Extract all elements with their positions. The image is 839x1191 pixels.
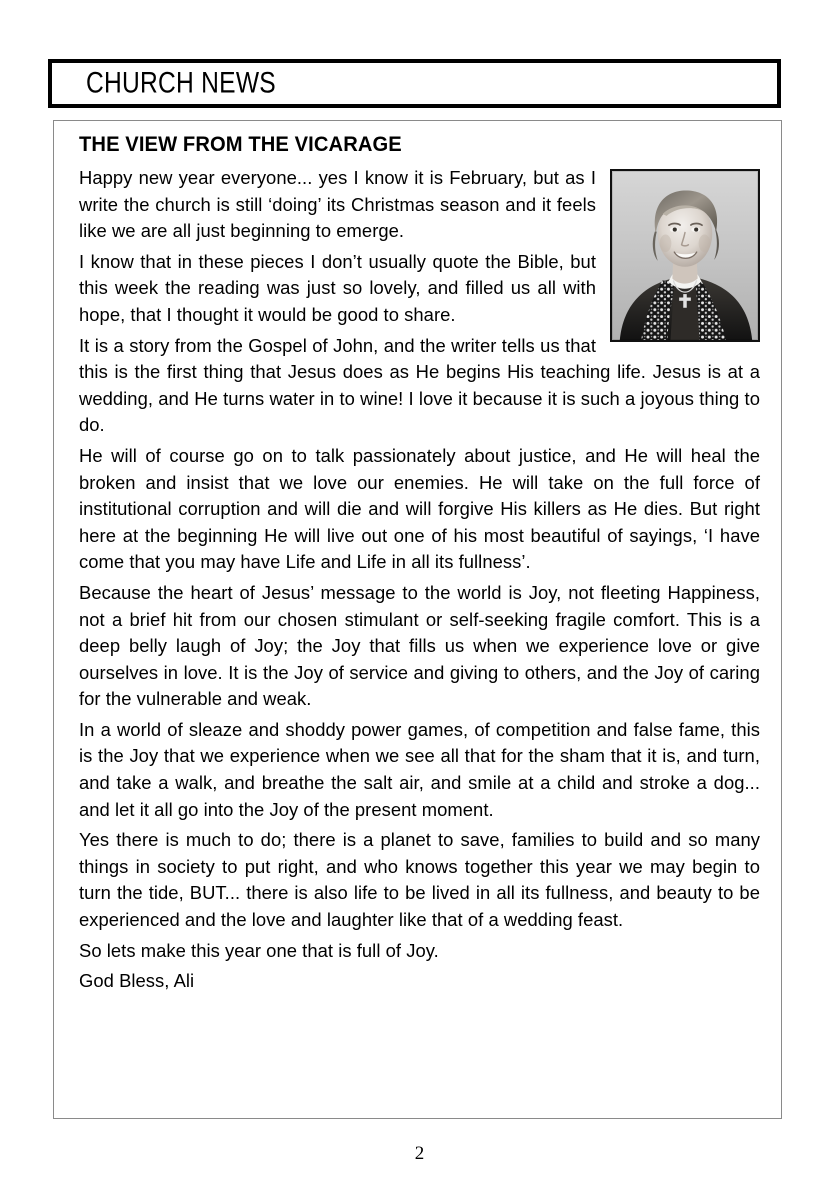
- vicar-portrait-image: [612, 171, 758, 340]
- article-body: [79, 165, 760, 995]
- article-paragraph: In a world of sleaze and shoddy power games, of competition and false fame, this is the Joy that we experience when we see all that for the sham that it is, and turn, and take a walk, and breathe the salt air, and smile at a child and stroke a dog... and let it all go into the Joy of the present moment.: [79, 718, 760, 820]
- article-paragraph: It is a story from the Gospel of John, and the writer tells us that this is the first thing that Jesus does as He begins His teaching life. Jesus is at a wedding, and He turns water in to wine! I love it because it is such a joyous thing to do.: [79, 334, 760, 436]
- article-title: THE VIEW FROM THE VICARAGE: [79, 133, 402, 156]
- article-paragraph: Happy new year everyone... yes I know it is February, but as I write the church is still ‘doing’ its Christmas season and it feels like we are all just beginning to emerge.: [79, 167, 596, 242]
- masthead-title: CHURCH NEWS: [86, 65, 276, 99]
- masthead-banner: [48, 59, 781, 108]
- article-box: [53, 120, 782, 1119]
- vicar-portrait-photo: [610, 169, 760, 342]
- page-number: 2: [414, 1143, 425, 1164]
- article-paragraph: Yes there is much to do; there is a planet to save, families to build and so many things in society to put right, and who knows together this year we may begin to turn the tide, BUT... there is also life to be lived in all its fullness, and beauty to be experienced and the love and laughter like that of a wedding feast.: [79, 829, 760, 931]
- article-paragraph: So lets make this year one that is full of Joy.: [79, 939, 439, 961]
- article-paragraph: He will of course go on to talk passionately about justice, and He will heal the broken and insist that we love our enemies. He will take on the full force of institutional corruption and will die and will forgive His killers as He dies. But right here at the beginning He will live out one of his most beautiful of sayings, ‘I have come that you may have Life and Life in all its fullness’.: [79, 444, 760, 573]
- article-content: [79, 132, 760, 995]
- article-paragraph: I know that in these pieces I don’t usually quote the Bible, but this week the reading was just so lovely, and filled us all with hope, that I thought it would be good to share.: [79, 250, 596, 325]
- article-paragraph: Because the heart of Jesus’ message to the world is Joy, not fleeting Happiness, not a brief hit from our chosen stimulant or self-seeking fragile comfort. This is a deep belly laugh of Joy; the Joy that fills us when we experience love or give ourselves in love. It is the Joy of service and giving to others, and the Joy of caring for the vulnerable and weak.: [79, 581, 760, 710]
- article-signoff: God Bless, Ali: [79, 970, 195, 992]
